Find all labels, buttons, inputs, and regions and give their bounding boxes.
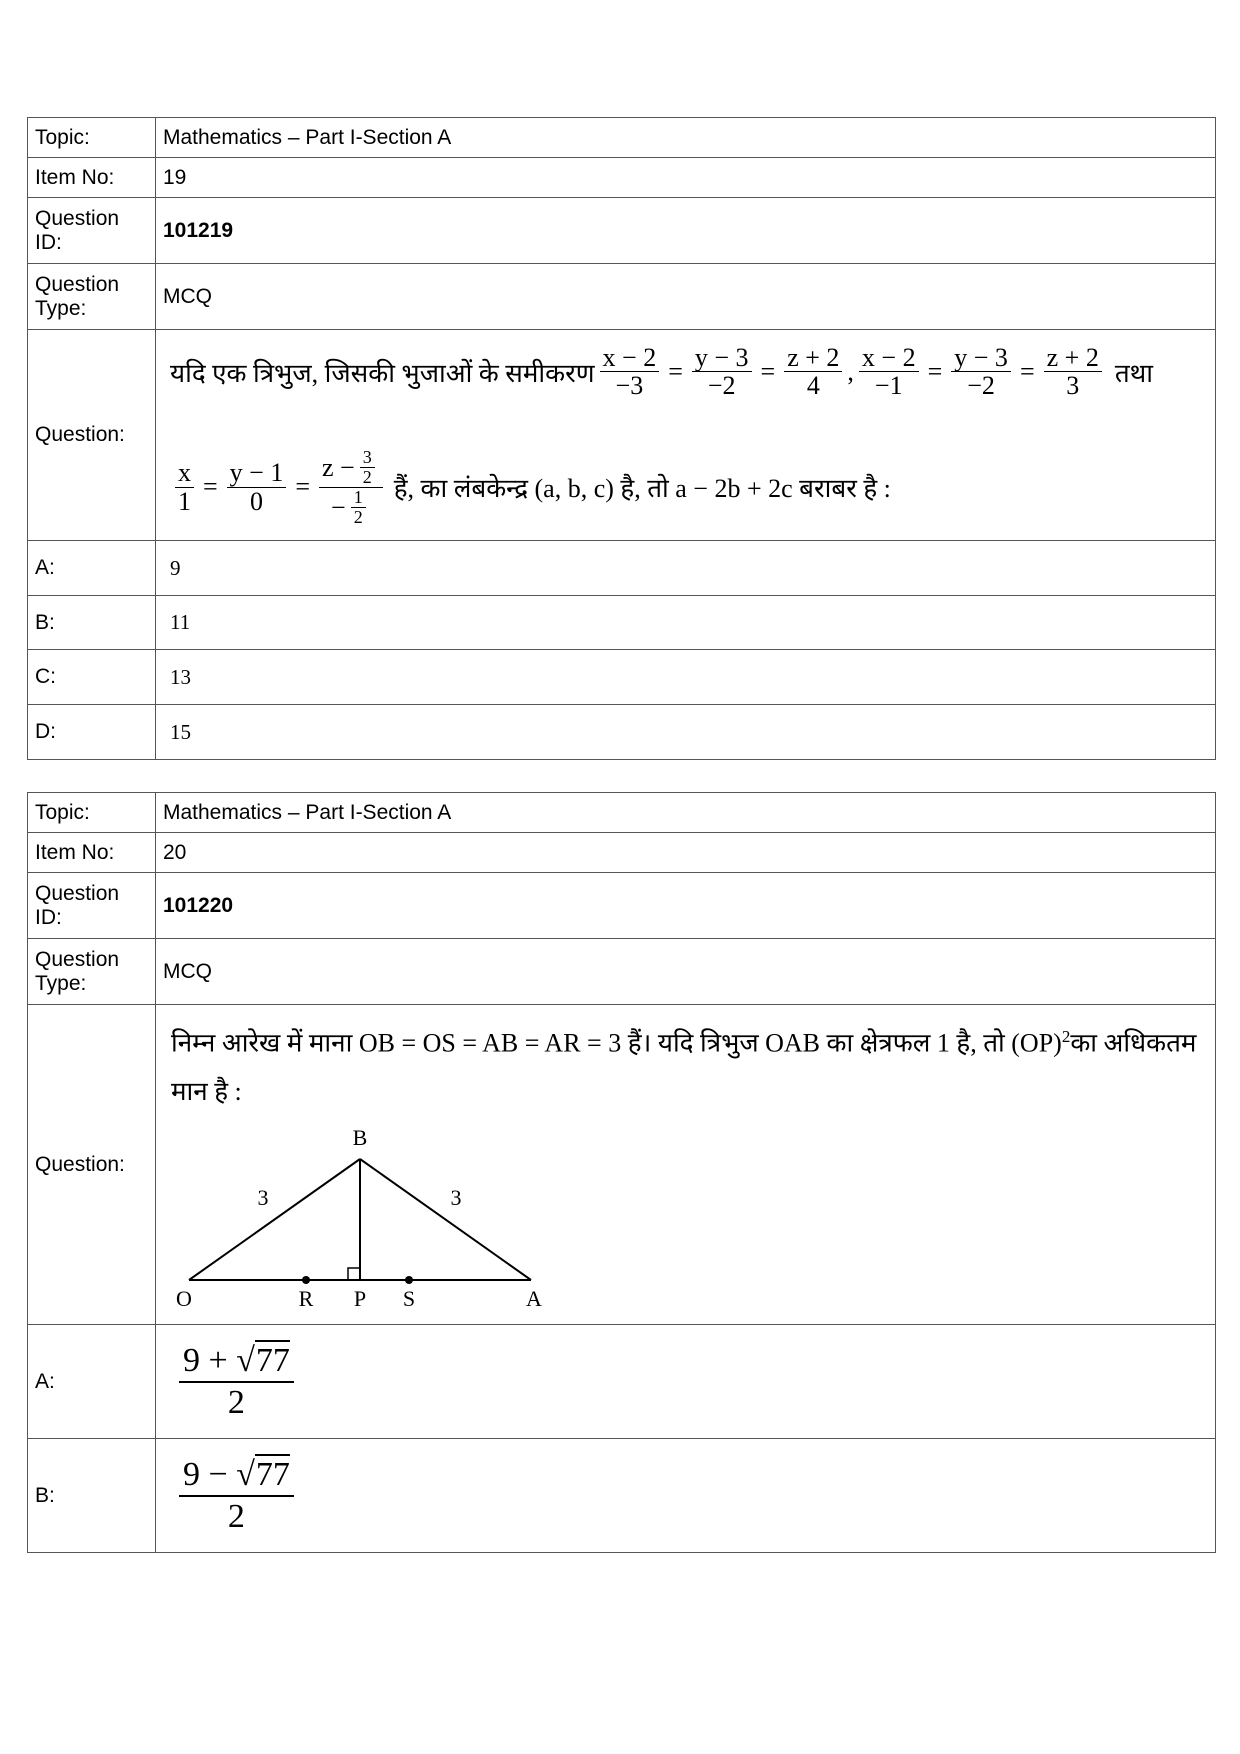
question-body bbox=[156, 330, 1216, 541]
label-side-OB: 3 bbox=[257, 1185, 269, 1210]
fraction: $\frac{z + 2}{4}$ bbox=[784, 344, 842, 400]
option-c-label: C: bbox=[28, 650, 156, 705]
option-a-value: 9 bbox=[156, 541, 1216, 596]
fraction: $\frac{x - 2}{-3}$ bbox=[600, 344, 660, 400]
item-no-value: 19 bbox=[156, 158, 1216, 198]
question-label: Question: bbox=[28, 330, 156, 541]
question-text: निम्न आरेख में माना OB = OS = AB = AR = 3 हैं। यदि त्रिभुज OAB का क्षेत्रफल 1 है, तो (OP)$^2$का अधिकतम मान है : bbox=[171, 1027, 1197, 1106]
fraction: $\frac{y - 1}{0}$ bbox=[227, 459, 287, 515]
question-table-20 bbox=[27, 792, 1216, 1553]
item-no-value: 20 bbox=[156, 833, 1216, 873]
label-O: O bbox=[176, 1286, 192, 1311]
label-B: B bbox=[352, 1125, 368, 1150]
option-d-label: D: bbox=[28, 705, 156, 760]
tatha-text: तथा bbox=[1114, 358, 1153, 388]
question-body bbox=[156, 1005, 1216, 1325]
option-b-label: B: bbox=[28, 1439, 156, 1553]
label-P: P bbox=[353, 1286, 367, 1311]
side-OB bbox=[189, 1159, 360, 1280]
question-table-19 bbox=[27, 117, 1216, 760]
point-S bbox=[405, 1276, 413, 1284]
topic-label: Topic: bbox=[28, 793, 156, 833]
triangle-diagram bbox=[171, 1117, 591, 1313]
topic-value: Mathematics – Part I-Section A bbox=[156, 793, 1216, 833]
fraction: $\frac{y - 3}{-2}$ bbox=[692, 344, 752, 400]
question-id-label: Question ID: bbox=[28, 198, 156, 264]
question-label: Question: bbox=[28, 1005, 156, 1325]
fraction: $\frac{z + 2}{3}$ bbox=[1044, 344, 1102, 400]
right-angle-mark bbox=[348, 1268, 360, 1280]
question-outro-text: हैं, का लंबकेन्द्र (a, b, c) है, तो a − 2b + 2c बराबर है : bbox=[393, 474, 891, 504]
option-c-value: 13 bbox=[156, 650, 1216, 705]
question-type-value: MCQ bbox=[156, 939, 1216, 1005]
fraction: $\frac{y - 3}{-2}$ bbox=[951, 344, 1011, 400]
option-d-value: 15 bbox=[156, 705, 1216, 760]
point-R bbox=[302, 1276, 310, 1284]
question-type-value: MCQ bbox=[156, 264, 1216, 330]
option-b-label: B: bbox=[28, 596, 156, 650]
question-type-label: Question Type: bbox=[28, 939, 156, 1005]
question-id-value: 101219 bbox=[156, 198, 1216, 264]
side-AB bbox=[360, 1159, 531, 1280]
item-no-label: Item No: bbox=[28, 158, 156, 198]
label-S: S bbox=[402, 1286, 416, 1311]
question-line-1: यदि एक त्रिभुज, जिसकी भुजाओं के समीकरण $\frac{x - 2}{-3}$ = $\frac{y - 3}{-2}$ = $\frac{z + 2}{4}$ , $\frac{x - 2}{-1}$ = $\frac{y - 3}{-2}$ = $\frac{z + 2}{3}$ तथा bbox=[170, 343, 1153, 401]
question-id-label: Question ID: bbox=[28, 873, 156, 939]
fraction: $\frac{9 - √77}{2}$ bbox=[179, 1455, 294, 1535]
option-a-label: A: bbox=[28, 541, 156, 596]
question-id-value: 101220 bbox=[156, 873, 1216, 939]
fraction: $\frac{x - 2}{-1}$ bbox=[859, 344, 919, 400]
label-A: A bbox=[526, 1286, 542, 1311]
option-b-value bbox=[156, 1439, 1216, 1553]
item-no-label: Item No: bbox=[28, 833, 156, 873]
fraction: $\frac{x}{1}$ bbox=[175, 459, 194, 515]
topic-label: Topic: bbox=[28, 118, 156, 158]
fraction: $\frac{9 + √77}{2}$ bbox=[179, 1341, 294, 1421]
label-side-AB: 3 bbox=[450, 1185, 462, 1210]
question-line-2: $\frac{x}{1}$ = $\frac{y - 1}{0}$ = z − $\frac{3}{2}$ − $\frac{1}{2}$ हैं, का लंबकेन्द्र (a, b, c) है, तो a − 2b + 2c बराबर है : bbox=[170, 448, 891, 527]
option-a-label: A: bbox=[28, 1325, 156, 1439]
label-R: R bbox=[298, 1286, 314, 1311]
option-a-value bbox=[156, 1325, 1216, 1439]
question-type-label: Question Type: bbox=[28, 264, 156, 330]
topic-value: Mathematics – Part I-Section A bbox=[156, 118, 1216, 158]
fraction: z − $\frac{3}{2}$ − $\frac{1}{2}$ bbox=[319, 448, 383, 527]
question-intro-text: यदि एक त्रिभुज, जिसकी भुजाओं के समीकरण bbox=[170, 358, 595, 388]
option-b-value: 11 bbox=[156, 596, 1216, 650]
